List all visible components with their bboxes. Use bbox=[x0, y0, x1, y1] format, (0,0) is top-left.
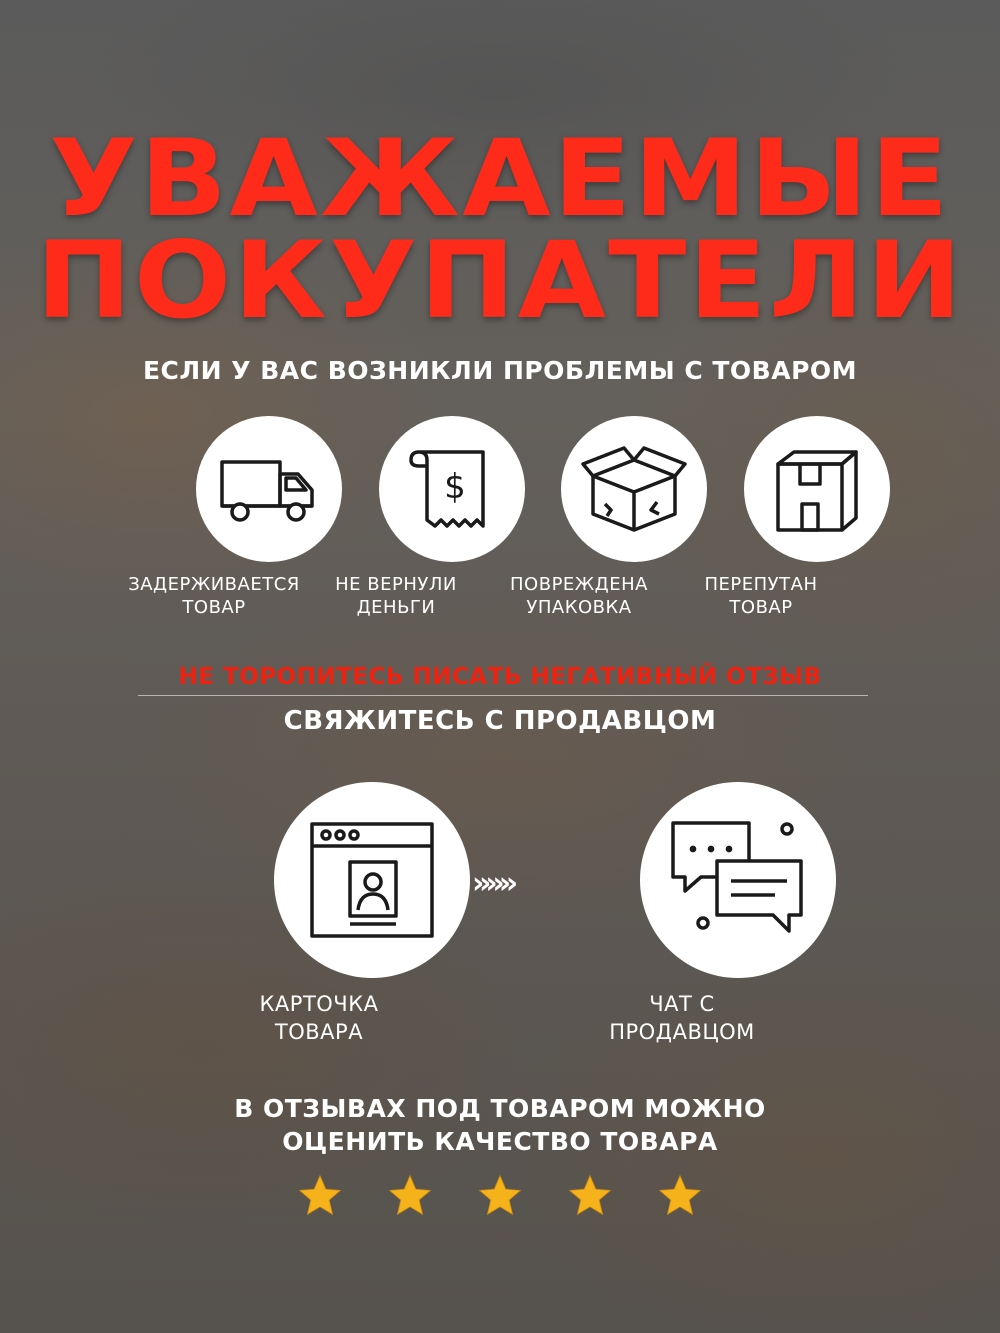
headline-line-1: УВАЖАЕМЫЕ bbox=[49, 117, 951, 240]
receipt-dollar-icon bbox=[379, 416, 525, 562]
subtitle: ЕСЛИ У ВАС ВОЗНИКЛИ ПРОБЛЕМЫ С ТОВАРОМ bbox=[142, 356, 858, 385]
problem-label-damaged: ПОВРЕЖДЕНА УПАКОВКА bbox=[510, 574, 648, 618]
step-label-seller-chat: ЧАТ С ПРОДАВЦОМ bbox=[609, 992, 755, 1044]
warning-text: НЕ ТОРОПИТЕСЬ ПИСАТЬ НЕГАТИВНЫЙ ОТЗЫВ bbox=[178, 664, 822, 690]
arrows-icon: »»» bbox=[472, 866, 513, 901]
star-icon bbox=[386, 1172, 434, 1220]
mixed-up-package-icon bbox=[744, 416, 890, 562]
damaged-box-icon bbox=[561, 416, 707, 562]
star-icon bbox=[656, 1172, 704, 1220]
bottom-text bbox=[0, 1092, 1000, 1158]
headline-line-2: ПОКУПАТЕЛИ bbox=[35, 219, 965, 342]
contact-title: СВЯЖИТЕСЬ С ПРОДАВЦОМ bbox=[283, 706, 717, 736]
step-label-product-card: КАРТОЧКА ТОВАРА bbox=[259, 992, 379, 1044]
star-icon bbox=[476, 1172, 524, 1220]
svg-text:$: $ bbox=[444, 467, 466, 507]
product-card-icon bbox=[274, 782, 470, 978]
problem-label-mixed-up: ПЕРЕПУТАН ТОВАР bbox=[704, 574, 818, 618]
star-icon bbox=[296, 1172, 344, 1220]
bottom-line-2: ОЦЕНИТЬ КАЧЕСТВО ТОВАРА bbox=[282, 1127, 718, 1156]
chat-bubbles-icon bbox=[640, 782, 836, 978]
problem-label-refund: НЕ ВЕРНУЛИ ДЕНЬГИ bbox=[335, 574, 457, 618]
problem-label-delay: ЗАДЕРЖИВАЕТСЯ ТОВАР bbox=[128, 574, 300, 618]
rating-stars bbox=[0, 1172, 1000, 1220]
delivery-truck-icon bbox=[196, 416, 342, 562]
divider bbox=[138, 695, 868, 696]
bottom-line-1: В ОТЗЫВАХ ПОД ТОВАРОМ МОЖНО bbox=[234, 1094, 766, 1123]
star-icon bbox=[566, 1172, 614, 1220]
